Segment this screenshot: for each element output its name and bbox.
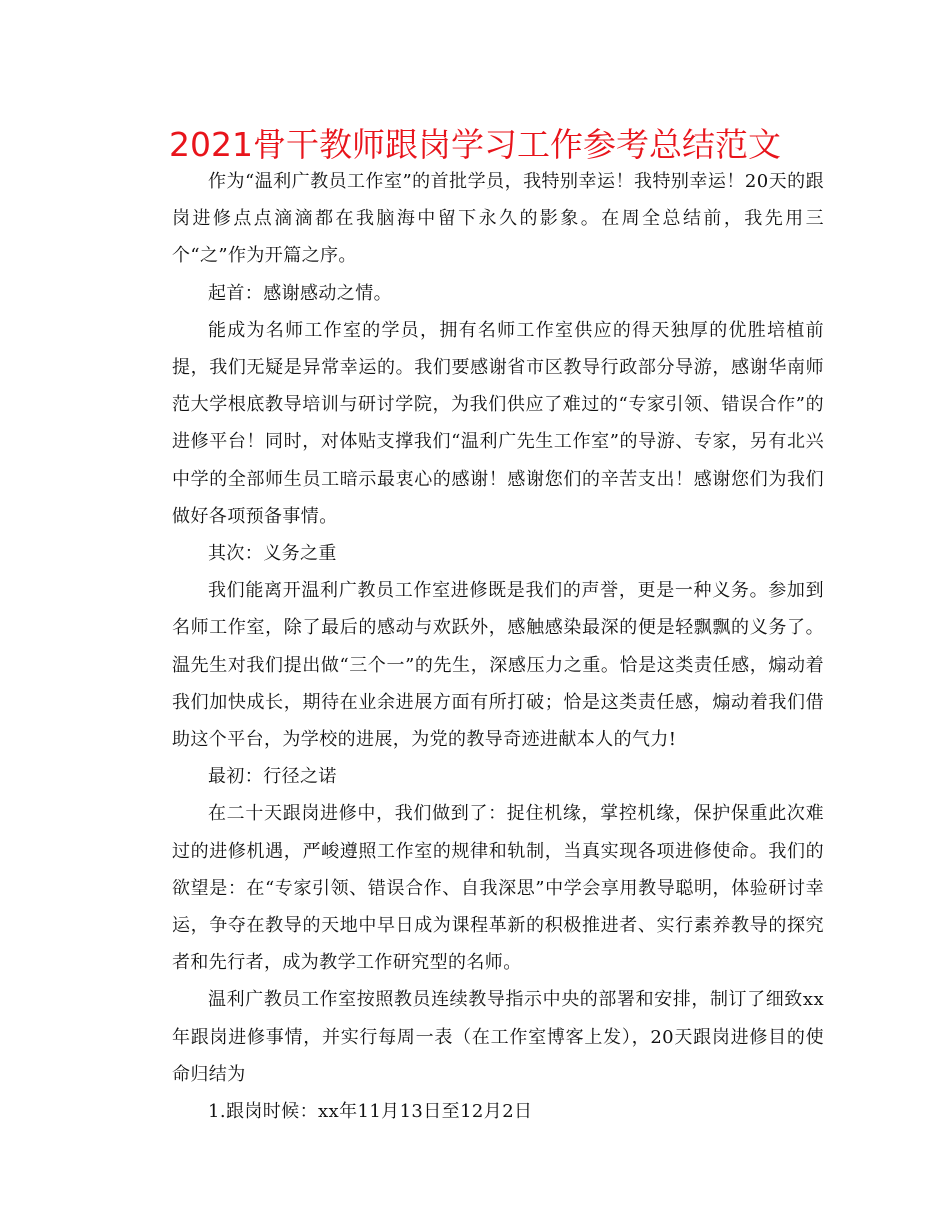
document-title: 2021骨干教师跟岗学习工作参考总结范文 [169, 125, 781, 164]
paragraph-promise: 在二十天跟岗进修中，我们做到了：捉住机缘，掌控机缘，保护保重此次难过的进修机遇，严峻遵照工作室的规律和轨制，当真实现各项进修使命。我们的欲望是：在“专家引领、错误合作、自我深思”中学会享用教导聪明，体验研讨幸运，争夺在教导的天地中早日成为课程革新的积极推进者、实行素养教导的探究者和先行者，成为教学工作研究型的名师。 [172, 803, 824, 974]
paragraph-arrangement: 温利广教员工作室按照教员连续教导指示中央的部署和安排，制订了细致xx年跟岗进修事情，并实行每周一表（在工作室博客上发），20天跟岗进修目的使命归结为 [172, 989, 824, 1085]
section-heading-promise: 最初：行径之诺 [208, 766, 337, 788]
paragraph-intro: 作为“温利广教员工作室”的首批学员，我特别幸运！我特别幸运！20天的跟岗进修点点滴滴都在我脑海中留下永久的影象。在周全总结前，我先用三个“之”作为开篇之序。 [172, 171, 824, 267]
document-body [172, 163, 824, 1130]
list-item-schedule: 1.跟岗时候：xx年11月13日至12月2日 [208, 1101, 533, 1123]
paragraph-gratitude: 能成为名师工作室的学员，拥有名师工作室供应的得天独厚的优胜培植前提，我们无疑是异常幸运的。我们要感谢省市区教导行政部分导游，感谢华南师范大学根底教导培训与研讨学院，为我们供应了难过的“专家引领、错误合作”的进修平台！同时，对体贴支撑我们“温利广先生工作室”的导游、专家，另有北兴中学的全部师生员工暗示最衷心的感谢！感谢您们的辛苦支出！感谢您们为我们做好各项预备事情。 [172, 319, 824, 527]
paragraph-duty: 我们能离开温利广教员工作室进修既是我们的声誉，更是一种义务。参加到名师工作室，除了最后的感动与欢跃外，感触感染最深的便是轻飘飘的义务了。温先生对我们提出做“三个一”的先生，深感压力之重。恰是这类责任感，煽动着我们加快成长，期待在业余进展方面有所打破；恰是这类责任感，煽动着我们借助这个平台，为学校的进展，为党的教导奇迹进献本人的气力! [172, 580, 824, 751]
section-heading-gratitude: 起首：感谢感动之情。 [208, 282, 392, 304]
section-heading-duty: 其次：义务之重 [208, 543, 337, 565]
